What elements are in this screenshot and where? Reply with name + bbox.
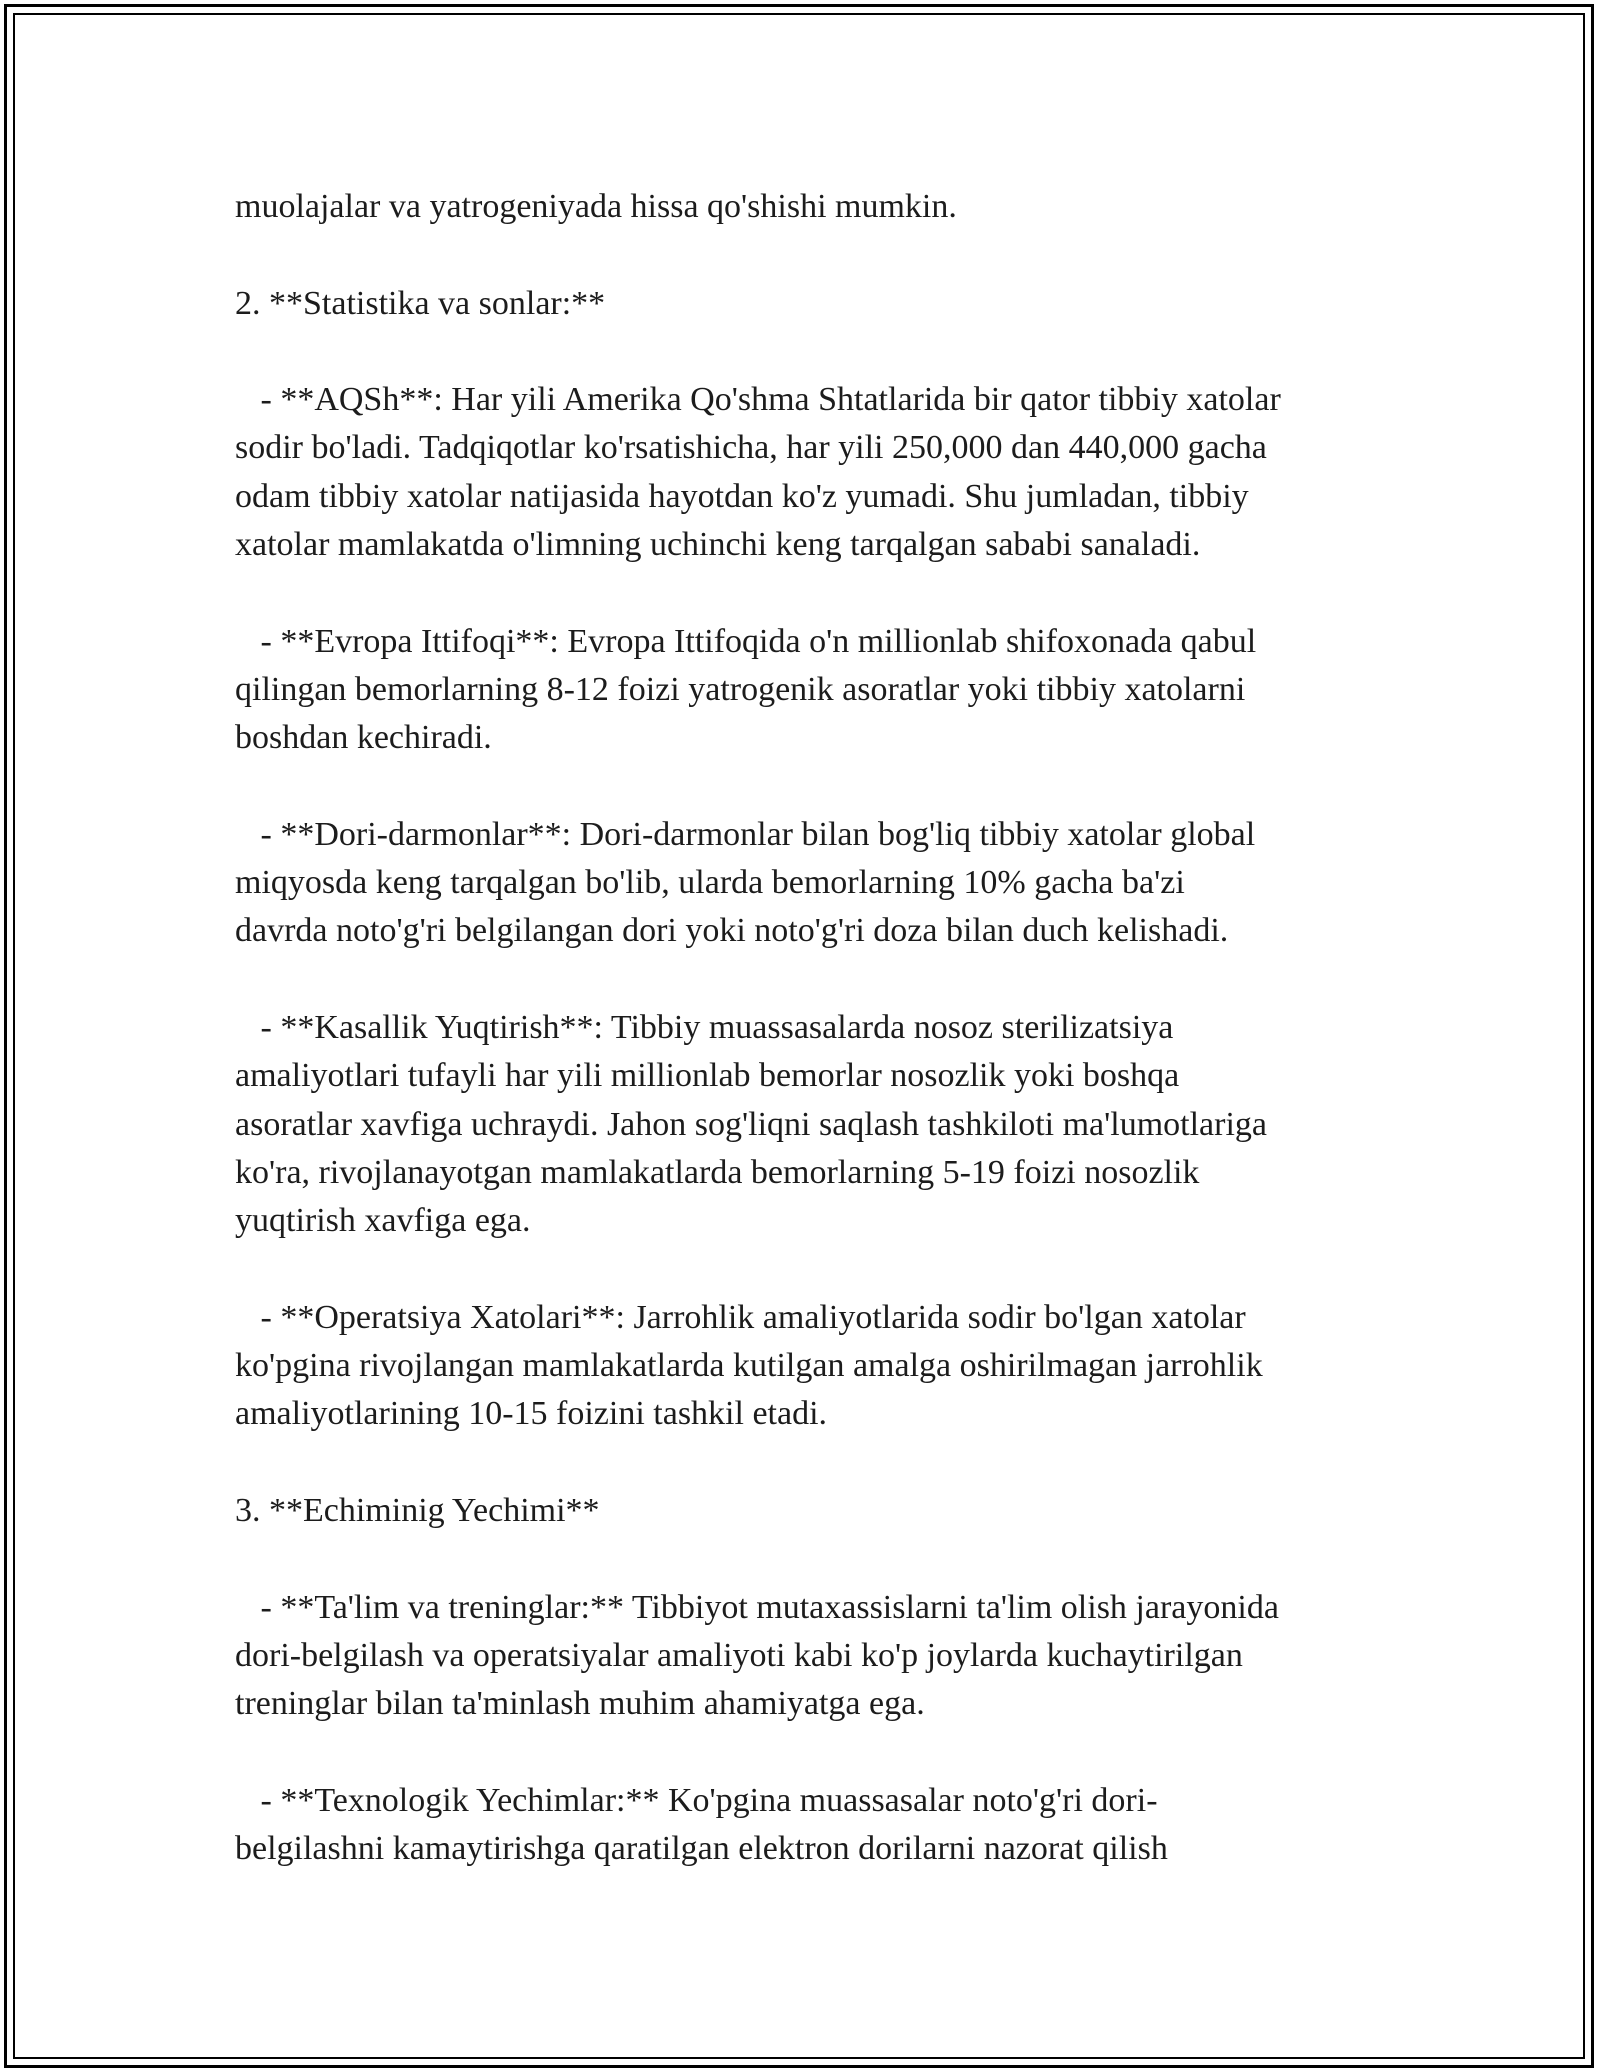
list-item-surgery-errors: - **Operatsiya Xatolari**: Jarrohlik amaliyotlarida sodir bo'lgan xatolar ko'pgina rivojlangan mamlakatlarda kutilgan amalga oshirilmagan jarrohlik amaliyotlarining 10-15 foizini tashkil etadi. — [235, 1298, 1263, 1433]
paragraph-gap — [235, 569, 1395, 617]
paragraph-gap — [235, 231, 1395, 279]
list-item-usa: - **AQSh**: Har yili Amerika Qo'shma Shtatlarida bir qator tibbiy xatolar sodir bo'ladi. Tadqiqotlar ko'rsatishicha, har yili 250,000 dan 440,000 gacha odam tibbiy xatolar natijasida hayotdan ko'z yumadi. Shu jumladan, tibbiy xatolar mamlakatda o'limning uchinchi keng tarqalgan sababi sanaladi. — [235, 381, 1281, 564]
list-item-training: - **Ta'lim va treninglar:** Tibbiyot mutaxassislarni ta'lim olish jarayonida dori-belgilash va operatsiyalar amaliyoti kabi ko'p joylarda kuchaytirilgan treninglar bilan ta'minlash muhim ahamiyatga ega. — [235, 1588, 1279, 1723]
list-item-medications: - **Dori-darmonlar**: Dori-darmonlar bilan bog'liq tibbiy xatolar global miqyosda keng tarqalgan bo'lib, ularda bemorlarning 10% gacha ba'zi davrda noto'g'ri belgilangan dori yoki noto'g'ri doza bilan duch kelishadi. — [235, 815, 1256, 950]
paragraph-gap — [235, 1729, 1395, 1777]
list-item-technology: - **Texnologik Yechimlar:** Ko'pgina muassasalar noto'g'ri dori- belgilashni kamaytirishga qaratilgan elektron dorilarni nazorat qilish — [235, 1781, 1168, 1868]
paragraph-gap — [235, 1246, 1395, 1294]
paragraph-gap — [235, 763, 1395, 811]
list-item-eu: - **Evropa Ittifoqi**: Evropa Ittifoqida o'n millionlab shifoxonada qabul qilingan bemorlarning 8-12 foizi yatrogenik asoratlar yoki tibbiy xatolarni boshdan kechiradi. — [235, 622, 1257, 757]
section-heading-solutions: 3. **Echiminig Yechimi** — [235, 1492, 600, 1530]
paragraph-continuation: muolajalar va yatrogeniyada hissa qo'shishi mumkin. — [235, 188, 957, 225]
section-heading-statistics: 2. **Statistika va sonlar:** — [235, 284, 606, 322]
paragraph-gap — [235, 328, 1395, 376]
paragraph-gap — [235, 1535, 1395, 1583]
list-item-infection: - **Kasallik Yuqtirish**: Tibbiy muassasalarda nosoz sterilizatsiya amaliyotlari tufayli har yili millionlab bemorlar nosozlik yoki boshqa asoratlar xavfiga uchraydi. Jahon sog'liqni saqlash tashkiloti ma'lumotlariga ko'ra, rivojlanayotgan mamlakatlarda bemorlarning 5-19 foizi nosozlik yuqtirish xavfiga ega. — [235, 1009, 1268, 1240]
document-body — [235, 183, 1395, 1873]
paragraph-gap — [235, 1439, 1395, 1487]
paragraph-gap — [235, 956, 1395, 1004]
